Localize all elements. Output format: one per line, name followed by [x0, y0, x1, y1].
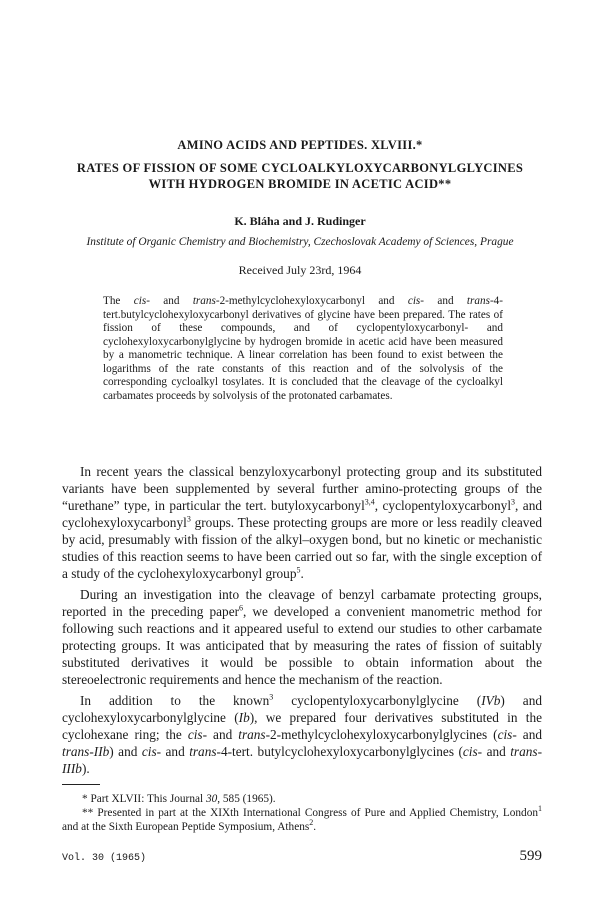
reference-marker: 6 — [239, 603, 244, 613]
body-text — [62, 463, 542, 781]
italic-trans: trans — [466, 295, 490, 307]
abstract-text: The — [103, 295, 134, 307]
text: ). — [81, 761, 90, 776]
italic-cis: cis — [497, 727, 513, 742]
text: ) and cyclohexyloxycarbonylglycine ( — [62, 693, 542, 725]
footnote-divider — [62, 784, 100, 785]
compound-label: IVb — [481, 693, 501, 708]
text: - and — [202, 727, 239, 742]
reference-marker: 5 — [296, 565, 301, 575]
text: groups. These protecting groups are more or less readily cleaved by acid, presumably with fission of the alkyl–oxygen bond, but no kinetic or mechanistic studies of this reaction seems to have been carried out so far, with the single exception of a study of the cyclohexyloxycarbonyl group — [62, 515, 542, 581]
text: ** Presented in part at the XIXth International Congress of Pure and Applied Chemistry, London — [82, 807, 538, 819]
text: During an investigation into the cleavage of benzyl carbamate protecting groups, reported in the preceding paper — [62, 587, 542, 619]
article-title-line-1: RATES OF FISSION OF SOME CYCLOALKYLOXYCARBONYLGLYCINES — [76, 161, 524, 175]
abstract-text: - and — [146, 295, 193, 307]
text: , we developed a convenient manometric method for following such reactions and it appeared useful to extend our studies to other carbamate protecting groups. It was anticipated that by measuring the rates of fission of suitably substituted derivatives it would be possible to obtain information about the stereoelectronic requirements and hence the mechanism of the reaction. — [62, 604, 542, 687]
italic-trans: trans — [189, 744, 217, 759]
text: . — [300, 566, 304, 581]
text: , and cyclohexyloxycarbonyl — [62, 498, 542, 530]
text: In addition to the known — [80, 693, 270, 708]
compound-label: trans-IIIb — [62, 744, 543, 776]
paragraph-3 — [62, 692, 542, 777]
italic-cis: cis — [133, 295, 147, 307]
compound-label: Ib — [238, 710, 250, 725]
italic-cis: cis — [462, 744, 478, 759]
received-date: Received July 23rd, 1964 — [238, 263, 362, 277]
volume-number: 30 — [205, 793, 218, 805]
italic-trans: trans — [192, 295, 216, 307]
authors: K. Bláha and J. Rudinger — [234, 214, 366, 228]
abstract-text: - and — [420, 295, 467, 307]
text: * Part XLVII: This Journal — [82, 793, 206, 805]
paragraph-2 — [62, 586, 542, 688]
page-number: 599 — [519, 848, 542, 864]
text: , cyclopentyloxycarbonyl — [374, 498, 512, 513]
series-title: AMINO ACIDS AND PEPTIDES. XLVIII.* — [177, 138, 423, 152]
text: -4-tert. butylcyclohexyloxycarbonylglycines ( — [216, 744, 463, 759]
text: . — [313, 821, 317, 833]
italic-cis: cis — [187, 727, 203, 742]
text: ) and — [109, 744, 142, 759]
text: - and — [512, 727, 542, 742]
reference-marker: 3,4 — [364, 497, 375, 507]
reference-marker: 3 — [511, 497, 516, 507]
footnote-2 — [62, 806, 542, 834]
footnote-1 — [62, 792, 542, 806]
italic-cis: cis — [407, 295, 421, 307]
text: , 585 (1965). — [217, 793, 276, 805]
footnotes — [62, 792, 542, 834]
compound-label: trans-IIb — [62, 744, 110, 759]
reference-marker: 1 — [538, 804, 542, 814]
text: In recent years the classical benzyloxycarbonyl protecting group and its substituted variants have been supplemented by several further amino-protecting groups of the “urethane” type, in particular the tert. butyloxycarbonyl — [62, 464, 542, 513]
paragraph-1 — [62, 463, 542, 582]
abstract-text: -2-methylcyclohexyloxycarbonyl and — [215, 295, 408, 307]
journal-volume: Vol. 30 (1965) — [62, 853, 147, 864]
reference-marker: 2 — [309, 818, 314, 828]
italic-trans: trans — [238, 727, 266, 742]
abstract — [103, 295, 503, 403]
affiliation: Institute of Organic Chemistry and Biochemistry, Czechoslovak Academy of Sciences, Prague — [86, 236, 514, 248]
text: and at the Sixth European Peptide Symposium, Athens — [62, 821, 310, 833]
text: -2-methylcyclohexyloxycarbonylglycines ( — [265, 727, 498, 742]
text: - and — [477, 744, 511, 759]
reference-marker: 3 — [186, 514, 191, 524]
italic-cis: cis — [141, 744, 157, 759]
article-title-line-2: WITH HYDROGEN BROMIDE IN ACETIC ACID** — [148, 177, 452, 191]
article-title — [0, 160, 600, 192]
abstract-text: -4-tert.butylcyclohexyloxycarbonyl derivatives of glycine have been prepared. The rates of fission of these compounds, and of cyclopentyloxycarbonyl- and cyclohexyloxycarbonylglycine by hydrogen bromide in acetic acid have been measured by a manometric technique. A linear correlation has been found to exist between the logarithms of the rate constants of this reaction and of the solvolysis of the corresponding cycloalkyl tosylates. It is concluded that the cleavage of the cycloalkyl carbamates proceeds by solvolysis of the protonated carbamates. — [103, 295, 503, 402]
text: cyclopentyloxycarbonylglycine ( — [273, 693, 482, 708]
text: - and — [156, 744, 190, 759]
text: ), we prepared four derivatives substituted in the cyclohexane ring; the — [62, 710, 542, 742]
reference-marker: 3 — [269, 692, 274, 702]
